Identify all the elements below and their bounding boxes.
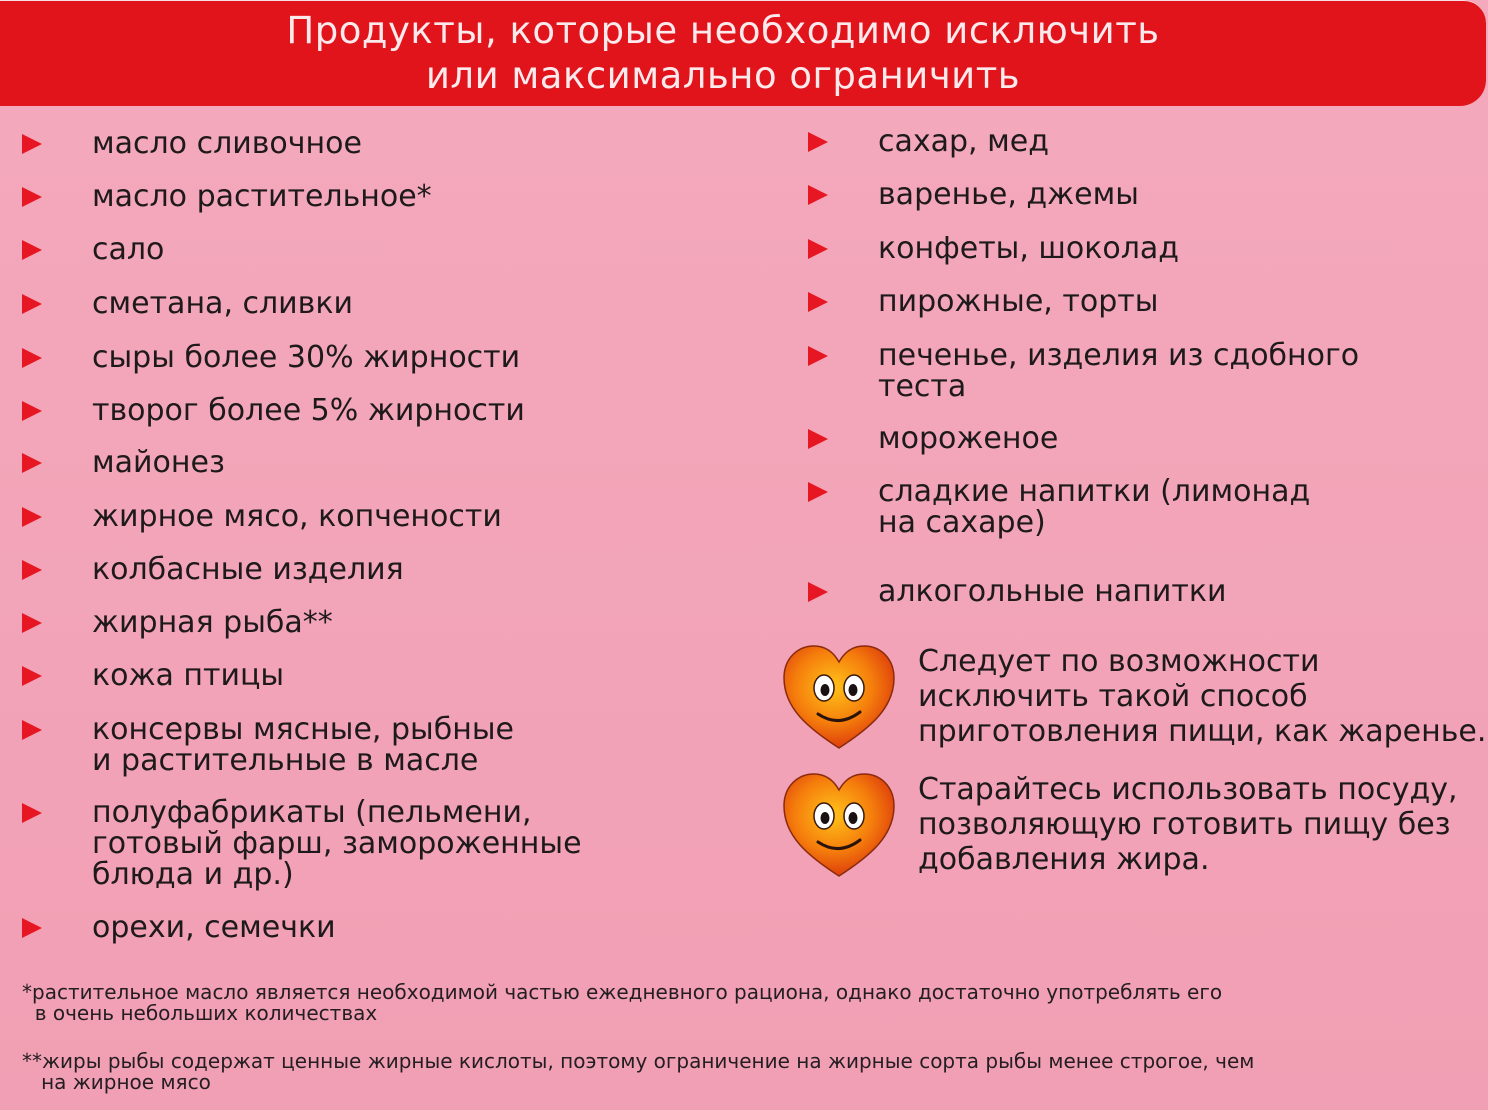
tip-text-line: исключить такой способ <box>918 679 1308 714</box>
list-item-text <box>92 714 514 776</box>
list-item-line: сметана, сливки <box>92 286 353 321</box>
list-item-line: масло сливочное <box>92 126 362 161</box>
bullet-arrow-icon <box>808 582 828 602</box>
list-item-text <box>878 286 1158 317</box>
heart-face-icon <box>778 642 900 752</box>
tip-text <box>918 644 1486 749</box>
list-item-text <box>878 423 1058 454</box>
list-item-line: конфеты, шоколад <box>878 231 1180 266</box>
list-item-text <box>92 660 284 691</box>
list-item-line: пирожные, торты <box>878 284 1159 319</box>
list-item-text <box>92 912 336 943</box>
list-item-text <box>92 234 164 265</box>
list-item-line: орехи, семечки <box>92 910 336 945</box>
bullet-arrow-icon <box>22 803 42 823</box>
list-item-text <box>92 181 432 212</box>
list-item-line: на сахаре) <box>878 505 1046 540</box>
bullet-arrow-icon <box>22 453 42 473</box>
bullet-arrow-icon <box>808 185 828 205</box>
list-item-text <box>92 128 362 159</box>
bullet-arrow-icon <box>808 239 828 259</box>
list-item-line: кожа птицы <box>92 658 285 693</box>
bullet-arrow-icon <box>22 666 42 686</box>
footnote-line: в очень небольших количествах <box>22 1001 378 1025</box>
list-item-line: варенье, джемы <box>878 177 1139 212</box>
bullet-arrow-icon <box>808 346 828 366</box>
list-item-text <box>92 288 353 319</box>
list-item-text <box>878 179 1139 210</box>
list-item-text <box>92 501 502 532</box>
bullet-arrow-icon <box>808 132 828 152</box>
bullet-arrow-icon <box>22 507 42 527</box>
tip-text-line: приготовления пищи, как жаренье. <box>918 714 1487 749</box>
list-item-text <box>878 126 1049 157</box>
list-item-text <box>92 395 525 426</box>
header-banner <box>0 0 1486 106</box>
list-item-line: консервы мясные, рыбные <box>92 712 514 747</box>
list-item-text <box>878 340 1359 402</box>
bullet-arrow-icon <box>22 240 42 260</box>
list-item-line: майонез <box>92 445 225 480</box>
list-item-line: жирное мясо, копчености <box>92 499 502 534</box>
tip-text-line: Следует по возможности <box>918 644 1320 679</box>
bullet-arrow-icon <box>22 348 42 368</box>
bullet-arrow-icon <box>808 292 828 312</box>
header-title-line-1: Продукты, которые необходимо исключить <box>286 9 1160 52</box>
list-item-line: мороженое <box>878 421 1059 456</box>
bullet-arrow-icon <box>22 918 42 938</box>
list-item-line: полуфабрикаты (пельмени, <box>92 795 532 830</box>
list-item-line: теста <box>878 369 967 404</box>
bullet-arrow-icon <box>22 134 42 154</box>
list-item-text <box>878 233 1179 264</box>
heart-face-icon <box>778 770 900 880</box>
tip-text-line: добавления жира. <box>918 842 1210 877</box>
tip-text <box>918 772 1458 877</box>
list-item-line: готовый фарш, замороженные <box>92 826 582 861</box>
list-item-text <box>878 476 1310 538</box>
tip-text-line: Старайтесь использовать посуду, <box>918 772 1458 807</box>
list-item-line: колбасные изделия <box>92 552 404 587</box>
list-item-text <box>878 576 1227 607</box>
footnote <box>22 982 1222 1024</box>
list-item-text <box>92 797 582 890</box>
bullet-arrow-icon <box>22 187 42 207</box>
bullet-arrow-icon <box>22 294 42 314</box>
list-item-text <box>92 342 520 373</box>
bullet-arrow-icon <box>808 482 828 502</box>
footnote-line: *растительное масло является необходимой частью ежедневного рациона, однако достаточно употреблять его <box>22 980 1223 1004</box>
list-item-line: блюда и др.) <box>92 857 294 892</box>
bullet-arrow-icon <box>808 429 828 449</box>
footnote-line: **жиры рыбы содержат ценные жирные кислоты, поэтому ограничение на жирные сорта рыбы менее строгое, чем <box>22 1049 1255 1073</box>
list-item-line: творог более 5% жирности <box>92 393 525 428</box>
list-item-line: алкогольные напитки <box>878 574 1227 609</box>
header-title-line-2: или максимально ограничить <box>425 54 1021 97</box>
bullet-arrow-icon <box>22 613 42 633</box>
list-item-line: сало <box>92 232 165 267</box>
list-item-line: сладкие напитки (лимонад <box>878 474 1311 509</box>
bullet-arrow-icon <box>22 401 42 421</box>
tip-text-line: позволяющую готовить пищу без <box>918 807 1451 842</box>
bullet-arrow-icon <box>22 560 42 580</box>
list-item-text <box>92 447 225 478</box>
list-item-line: сахар, мед <box>878 124 1049 159</box>
bullet-arrow-icon <box>22 720 42 740</box>
footnote-line: на жирное мясо <box>22 1070 211 1094</box>
list-item-line: и растительные в масле <box>92 743 479 778</box>
list-item-line: сыры более 30% жирности <box>92 340 521 375</box>
list-item-line: жирная рыба** <box>92 605 333 640</box>
list-item-line: печенье, изделия из сдобного <box>878 338 1360 373</box>
list-item-text <box>92 554 404 585</box>
footnote <box>22 1051 1254 1093</box>
list-item-text <box>92 607 333 638</box>
list-item-line: масло растительное* <box>92 179 432 214</box>
